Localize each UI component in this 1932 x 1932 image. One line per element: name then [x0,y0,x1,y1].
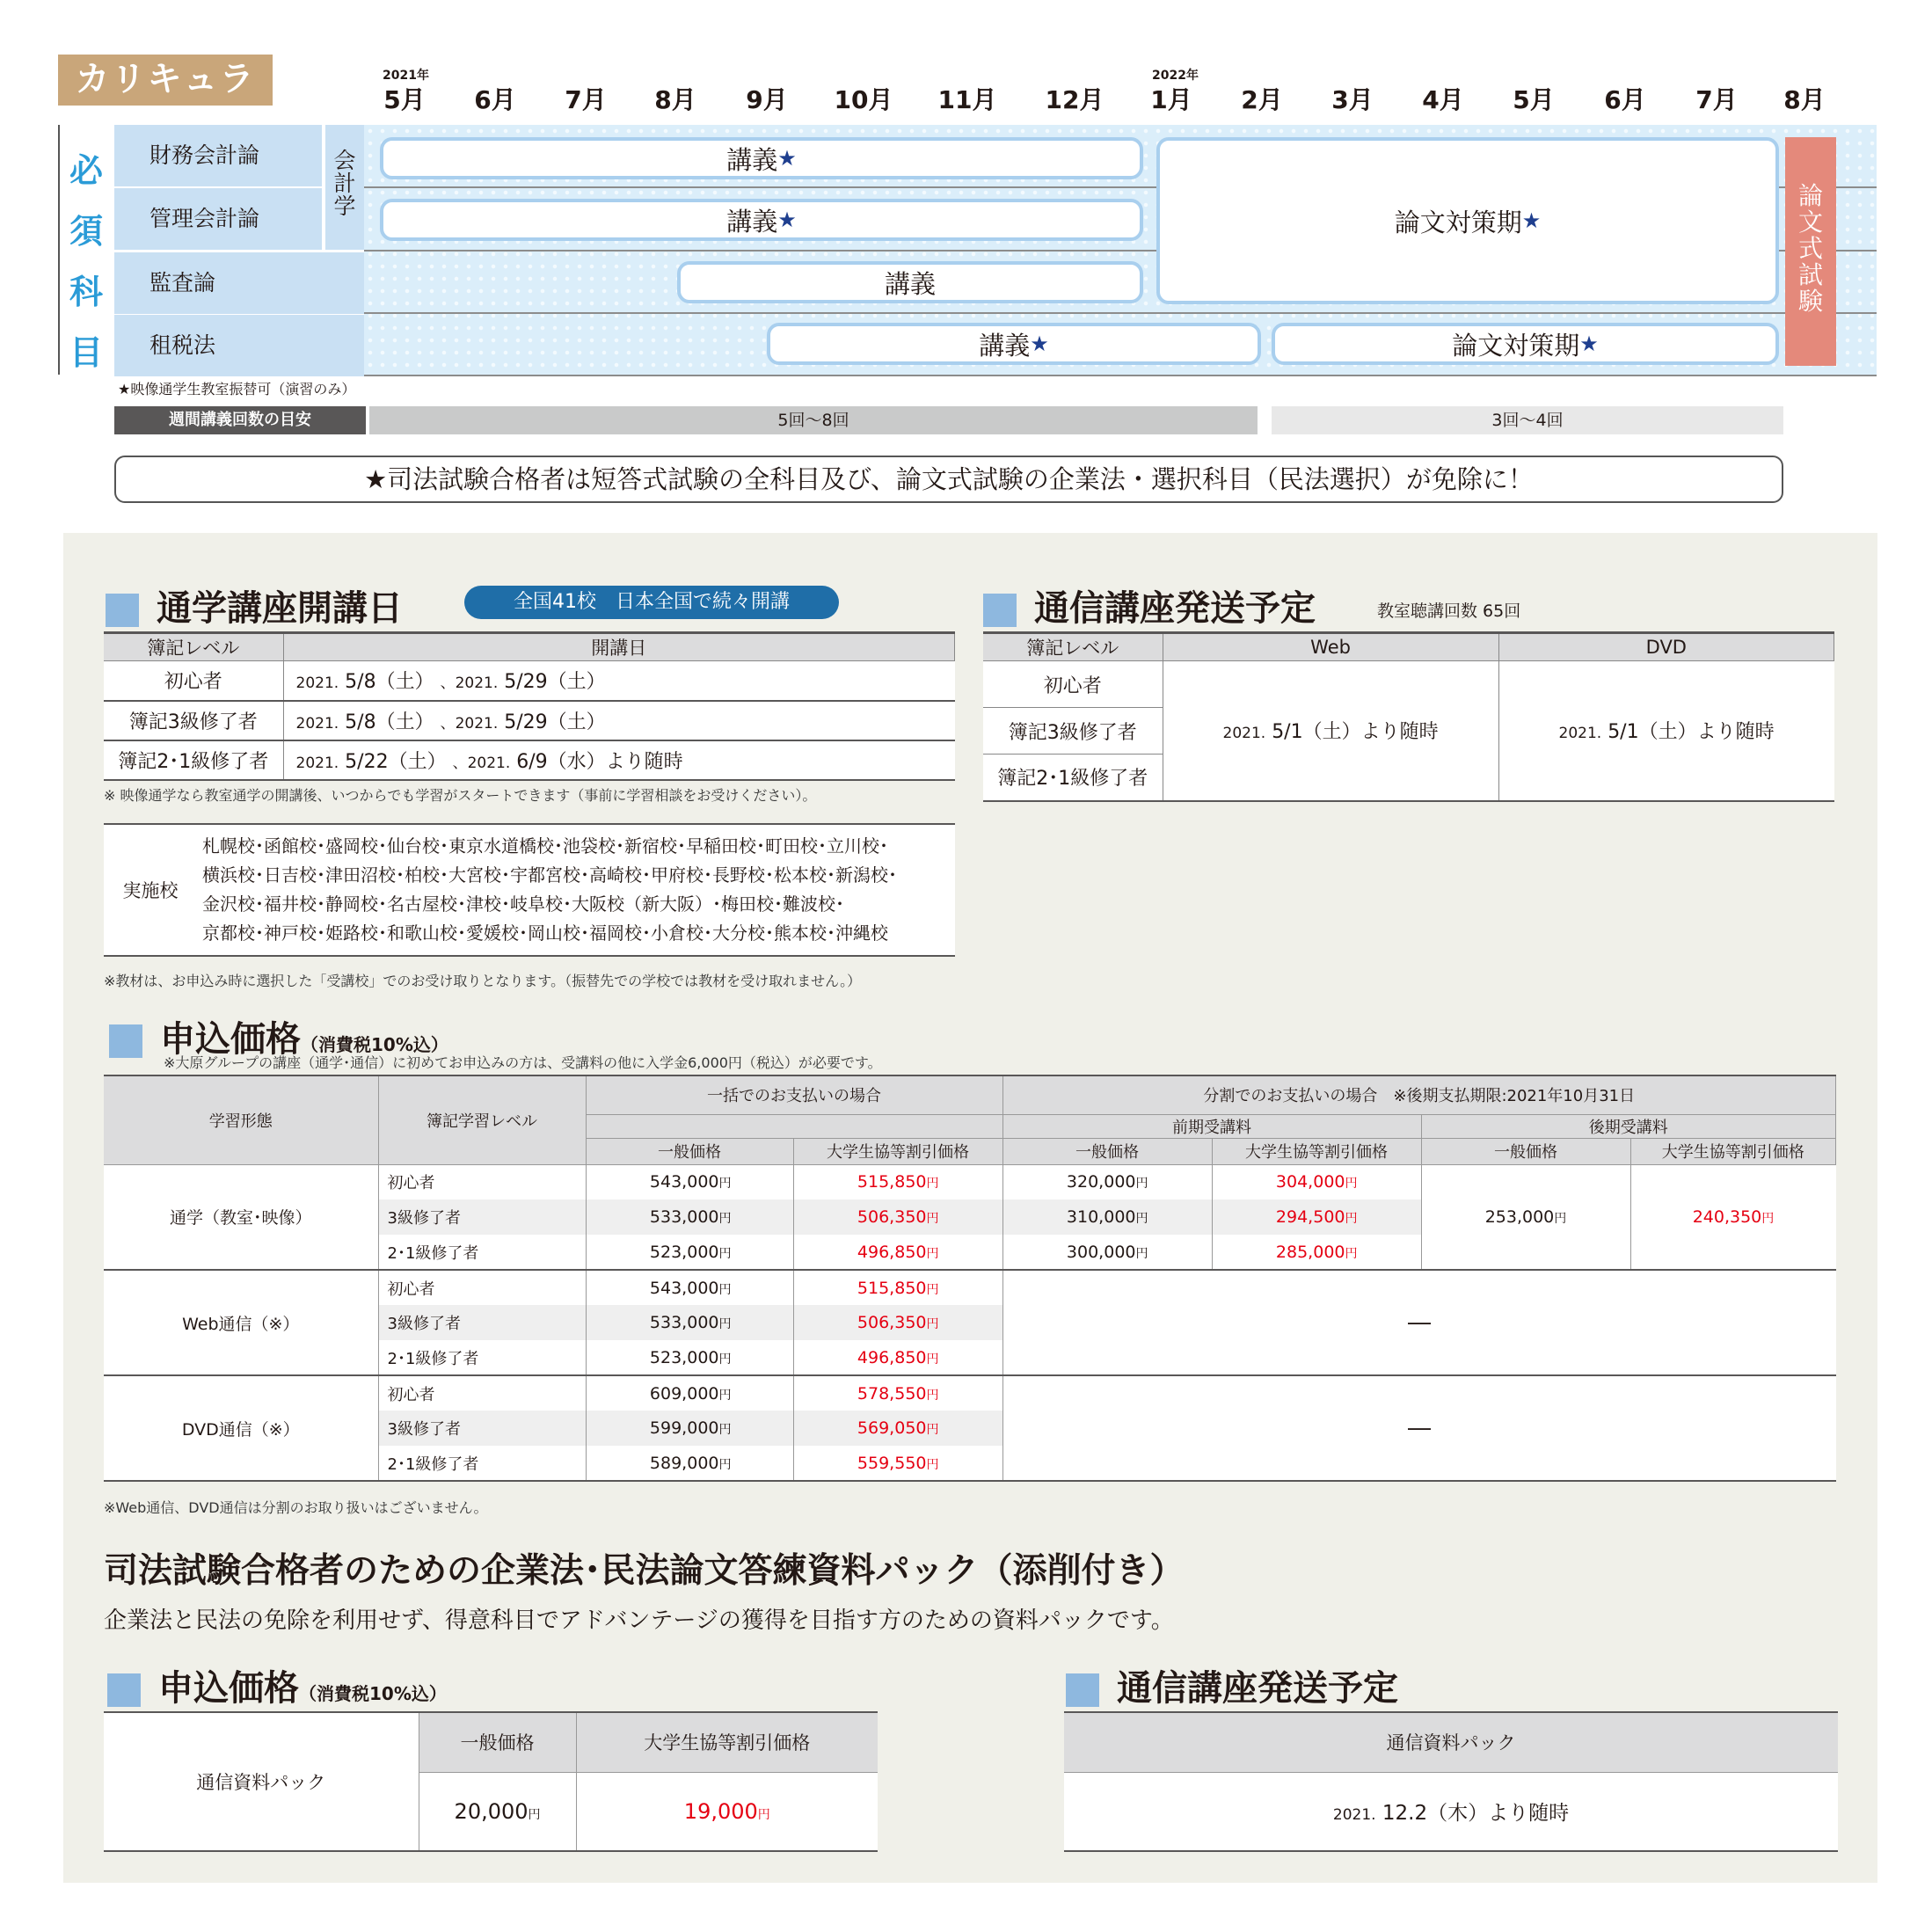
essay-prep-block: 論文対策期 ★ [1156,137,1779,304]
weekly-bar-1: 5回〜8回 [369,406,1258,434]
month-label: 6月 [1604,85,1646,114]
correspondence-table: 簿記レベル Web DVD 初心者 2021. 5/1（土）より随時 2021. 5/1（土）より随時 簿記3級修了者 簿記2･1級修了者 [983,631,1834,802]
essay-exam-marker: 論 文 式 試 験 [1785,137,1836,366]
classroom-note: ※ 映像通学なら教室通学の開講後、いつからでも学習がスタートできます（事前に学習相談をお受けください）。 [104,787,817,804]
table-row: 2･1級修了者 523,000円 496,850円 300,000円 285,000円 [104,1235,1836,1270]
table-row: 通学（教室･映像） 初心者 543,000円 515,850円 320,000円 304,000円 253,000円 240,350円 [104,1164,1836,1199]
correspondence-sub: 教室聴講回数 65回 [1377,601,1521,621]
pack-price-table: 通信資料パック 一般価格 大学生協等割引価格 20,000円 19,000円 [104,1711,878,1852]
square-icon [1066,1673,1099,1707]
month-label: 9月 [746,85,788,114]
price-title: 申込価格（消費税10%込） [109,1011,448,1061]
schools-table [104,823,955,957]
curriculum-badge: カリキュラ [58,55,273,106]
month-label: 4月 [1422,85,1464,114]
month-label: 7月 [1695,85,1738,114]
pack-ship-table: 通信資料パック 2021. 12.2（木）より随時 [1064,1711,1838,1852]
year-label: 2022年 [1152,69,1199,83]
square-icon [109,1024,142,1058]
curriculum-footnote: ★映像通学生教室振替可（演習のみ） [118,381,356,397]
price-bottom-note: ※Web通信、DVD通信は分割のお取り扱いはございません。 [104,1499,488,1516]
table-row: 簿記3級修了者 2021. 5/8（土） 、2021. 5/29（土） [104,701,955,740]
table-row: Web通信（※） 初心者 543,000円 515,850円 ― [104,1270,1836,1305]
pack-ship-title: 通信講座発送予定 [1066,1660,1398,1710]
price-table: 学習形態 簿記学習レベル 一括でのお支払いの場合 分割でのお支払いの場合 ※後期支払期限:2021年10月31日 前期受講料 後期受講料 一般価格 大学生協等割引価格 一般価格 大学生協等割引価格 一般価格 大学生協等割引価格 通学（教室･映像） 初心者 543,000円 515,850円 320,000円 304,000円 253,000円 240,350円 3級修了者 533,000円 506,350円 310,000円 294,500円 2･1級修了者 523,000円 496,850円 300,000円 285,000円 Web通信（※） 初心者 543,000円 515,850円 ― 3級修了者 533,000円 506,350円 2･1級修了者 523,000円 496,850円 DVD通信（※） 初心者 609,000円 578,550円 ― 3級修了者 599,000円 569,050円 2･1級修了者 589,000円 559,550円 [104,1075,1836,1482]
month-label: 3月 [1331,85,1374,114]
subject-tax-law: 租税法 [114,315,364,376]
schools-list: 札幌校･函館校･盛岡校･仙台校･東京水道橋校･池袋校･新宿校･早稲田校･町田校･立川校･ 横浜校･日吉校･津田沼校･柏校･大宮校･宇都宮校･高崎校･甲府校･長野校･松本校･新潟校･ 金沢校･福井校･静岡校･名古屋校･津校･岐阜校･大阪校（新大阪）･梅田校･難波校･ 京都校･神戸校･姫路校･和歌山校･愛媛校･岡山校･福岡校･小倉校･大分校･熊本校･沖縄校 [202,835,897,944]
month-label: 11月 [937,85,997,114]
square-icon [106,594,139,627]
table-row: DVD通信（※） 初心者 609,000円 578,550円 ― [104,1375,1836,1411]
month-label: 6月 [474,85,516,114]
month-label: 5月 [383,85,426,114]
month-label: 2月 [1241,85,1283,114]
classroom-tag: 全国41校 日本全国で続々開講 [464,586,839,619]
pack-desc: 企業法と民法の免除を利用せず、得意科目でアドバンテージの獲得を目指す方のための資料パックです。 [104,1608,1174,1634]
table-row: 2･1級修了者 589,000円 559,550円 [104,1446,1836,1481]
month-label: 1月 [1150,85,1192,114]
schools-label: 実施校 [122,880,179,901]
classroom-table: 簿記レベル 開講日 初心者 2021. 5/8（土） 、2021. 5/29（土） 簿記3級修了者 2021. 5/8（土） 、2021. 5/29（土） 簿記2･1級修了者 2021. 5/22（土） 、2021. 6/9（水）より随時 [104,631,955,781]
month-label: 10月 [834,85,893,114]
essay-prep-bar-tax: 論文対策期 ★ [1272,323,1779,365]
accounting-label: 会 計 学 [325,125,364,250]
table-row: 簿記2･1級修了者 2021. 5/22（土） 、2021. 6/9（水）より随時 [104,740,955,780]
weekly-bar-2: 3回〜4回 [1272,406,1783,434]
pack-price-title: 申込価格（消費税10%込） [107,1660,447,1710]
lecture-bar-management: 講義 ★ [380,199,1143,241]
weekly-label: 週間講義回数の目安 [114,406,366,434]
square-icon [107,1673,141,1707]
subject-management-accounting: 管理会計論 [114,188,322,250]
pack-title: 司法試験合格者のための企業法･民法論文答練資料パック（添削付き） [104,1551,1185,1591]
exemption-notice: ★司法試験合格者は短答式試験の全科目及び、論文式試験の企業法・選択科目（民法選択）が免除に！ [114,456,1783,503]
month-label: 7月 [565,85,607,114]
table-row: 2･1級修了者 523,000円 496,850円 [104,1340,1836,1375]
subject-financial-accounting: 財務会計論 [114,125,322,186]
correspondence-title: 通信講座発送予定 [983,580,1316,631]
lecture-bar-tax: 講義 ★ [767,323,1261,365]
table-row: 3級修了者 533,000円 506,350円 [104,1305,1836,1340]
table-row: 3級修了者 533,000円 506,350円 310,000円 294,500円 [104,1199,1836,1235]
lecture-bar-auditing: 講義 [677,261,1143,303]
table-row: 3級修了者 599,000円 569,050円 [104,1411,1836,1446]
lecture-bar-financial: 講義 ★ [380,137,1143,179]
classroom-title: 通学講座開講日 [106,580,403,631]
month-label: 8月 [654,85,696,114]
required-subjects-label: 必 須 科 目 [69,151,103,372]
year-label: 2021年 [383,69,429,83]
month-label: 5月 [1513,85,1555,114]
square-icon [983,594,1017,627]
materials-note: ※教材は、お申込み時に選択した「受講校」でのお受け取りとなります。（振替先での学校では教材を受け取れません。） [104,973,862,989]
table-row: 初心者 2021. 5/8（土） 、2021. 5/29（土） [104,661,955,701]
month-label: 8月 [1783,85,1826,114]
month-label: 12月 [1045,85,1105,114]
subject-auditing: 監査論 [114,252,364,314]
price-note: ※大原グループの講座（通学･通信）に初めてお申込みの方は、受講料の他に入学金6,000円（税込）が必要です。 [164,1054,882,1071]
